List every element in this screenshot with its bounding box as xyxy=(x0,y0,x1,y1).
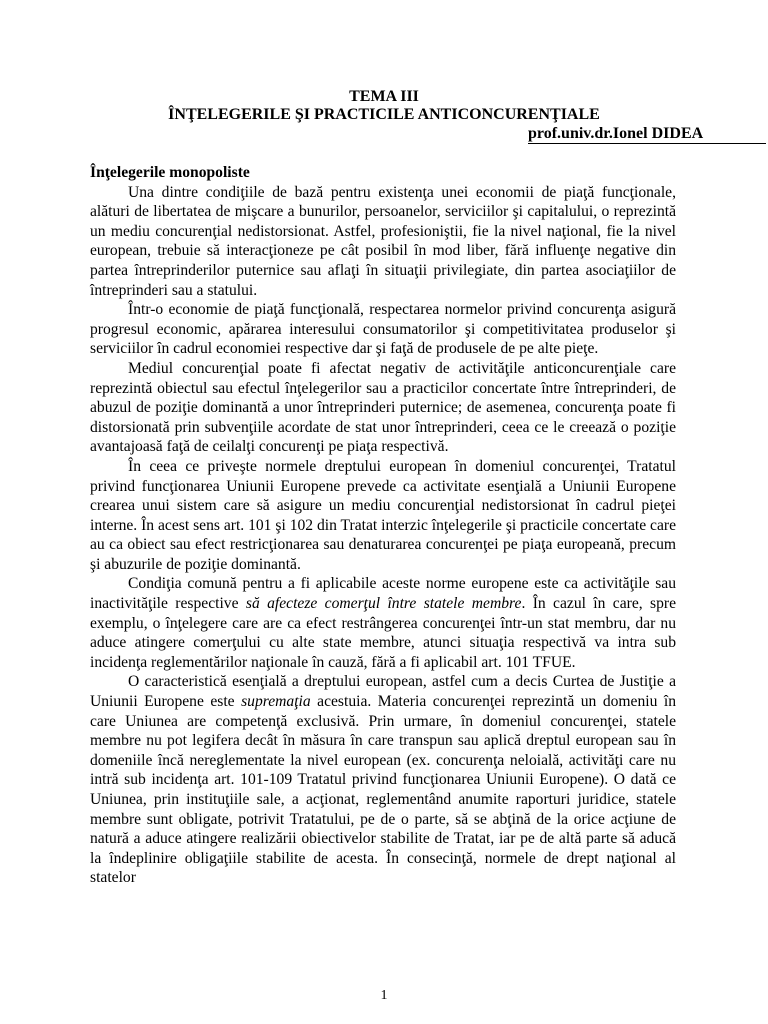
paragraph-6-emphasis: supremaţia xyxy=(241,693,311,711)
paragraph-5-text-after: . În cazul în care, spre exemplu, o înţelegere care are ca efect restrângerea concurenţei într-un stat membru, dar nu aduce atingere comerţului cu alte state membre, atunci situaţia respectivă va intra sub incidenţa reglementărilor naţionale în cauză, fără a fi aplicabil art. 101 TFUE. xyxy=(90,595,676,671)
section-heading: Înţelegerile monopoliste xyxy=(90,164,250,181)
paragraph-5-text-before: Condiţia comună pentru a fi aplicabile aceste norme europene este ca activităţile sau inactivităţile respective xyxy=(90,575,676,613)
paragraph-6 xyxy=(90,672,676,888)
document-body xyxy=(90,163,676,888)
paragraph-6-text-after: acestuia. Materia concurenţei reprezintă un domeniu în care Uniunea are competenţă exclusivă. Prin urmare, în domeniul concurenţei, statele membre nu pot legifera decât în măsura în care transpun sau aplică dreptul european sau în domeniile încă nereglementate la nivel european (ex. concurenţa neloială, activităţi care nu intră sub incidenţa art. 101-109 Tratatul privind funcţionarea Uniunii Europene). O dată ce Uniunea, prin instituţiile sale, a acţionat, reglementând anumite raporturi juridice, statele membre sunt obligate, potrivit Tratatului, pe de o parte, să se abţină de la orice acţiune de natură a aduce atingere realizării obiectivelor stabilite de Tratat, iar pe de altă parte să aducă la îndeplinire obligaţiile stabilite de acesta. În consecinţă, normele de drept naţional al statelor xyxy=(90,693,676,887)
paragraph-3: Mediul concurenţial poate fi afectat negativ de activităţile anticoncurenţiale care reprezintă obiectul sau efectul înţelegerilor sau a practicilor concertate între întreprinderi, de abuzul de poziţie dominantă a unor întreprinderi puternice; de asemenea, concurenţa poate fi distorsionată prin subvenţiile acordate de stat unor întreprinderi, ceea ce le creează o poziţie avantajoasă faţă de ceilalţi concurenţi pe piaţa respectivă. xyxy=(90,359,676,456)
paragraph-6-text-before: O caracteristică esenţială a dreptului european, astfel cum a decis Curtea de Justiţie a Uniunii Europene este xyxy=(90,673,676,711)
page-number: 1 xyxy=(380,988,388,1003)
paragraph-1: Una dintre condiţiile de bază pentru existenţa unei economii de piaţă funcţionale, alături de libertatea de mişcare a bunurilor, persoanelor, serviciilor şi capitalului, o reprezintă un mediu concurenţial nedistorsionat. Astfel, profesioniştii, fie la nivel naţional, fie la nivel european, trebuie să interacţioneze pe cât posibil în mod liber, fără influenţe negative din partea întreprinderilor puternice sau aflaţi în situaţii privilegiate, din partea asociaţiilor de întreprinderi sau a statului. xyxy=(90,183,676,299)
paragraph-2: Într-o economie de piaţă funcţională, respectarea normelor privind concurenţa asigură progresul economic, apărarea interesului consumatorilor şi competitivitatea produselor şi serviciilor în cadrul economiei respective dar şi faţă de produsele de pe alte pieţe. xyxy=(90,301,676,358)
paragraph-5-emphasis: să afecteze comerţul între statele membre xyxy=(245,595,522,613)
document-title-line2: ÎNŢELEGERILE ŞI PRACTICILE ANTICONCURENŢIALE xyxy=(168,106,600,123)
document-title-line1: TEMA III xyxy=(349,88,419,105)
author-line: prof.univ.dr.Ionel DIDEA xyxy=(528,125,766,144)
paragraph-5 xyxy=(90,574,676,672)
paragraph-4: În ceea ce priveşte normele dreptului european în domeniul concurenţei, Tratatul privind funcţionarea Uniunii Europene prevede ca activitate esenţială a Uniunii Europene crearea unui sistem care să asigure un mediu concurenţial nedistorsionat în cadrul pieţei interne. În acest sens art. 101 şi 102 din Tratat interzic înţelegerile şi practicile concertate care au ca obiect sau efect restricţionarea sau denaturarea concurenţei pe piaţa europeană, precum şi abuzurile de poziţie dominantă. xyxy=(90,457,676,573)
